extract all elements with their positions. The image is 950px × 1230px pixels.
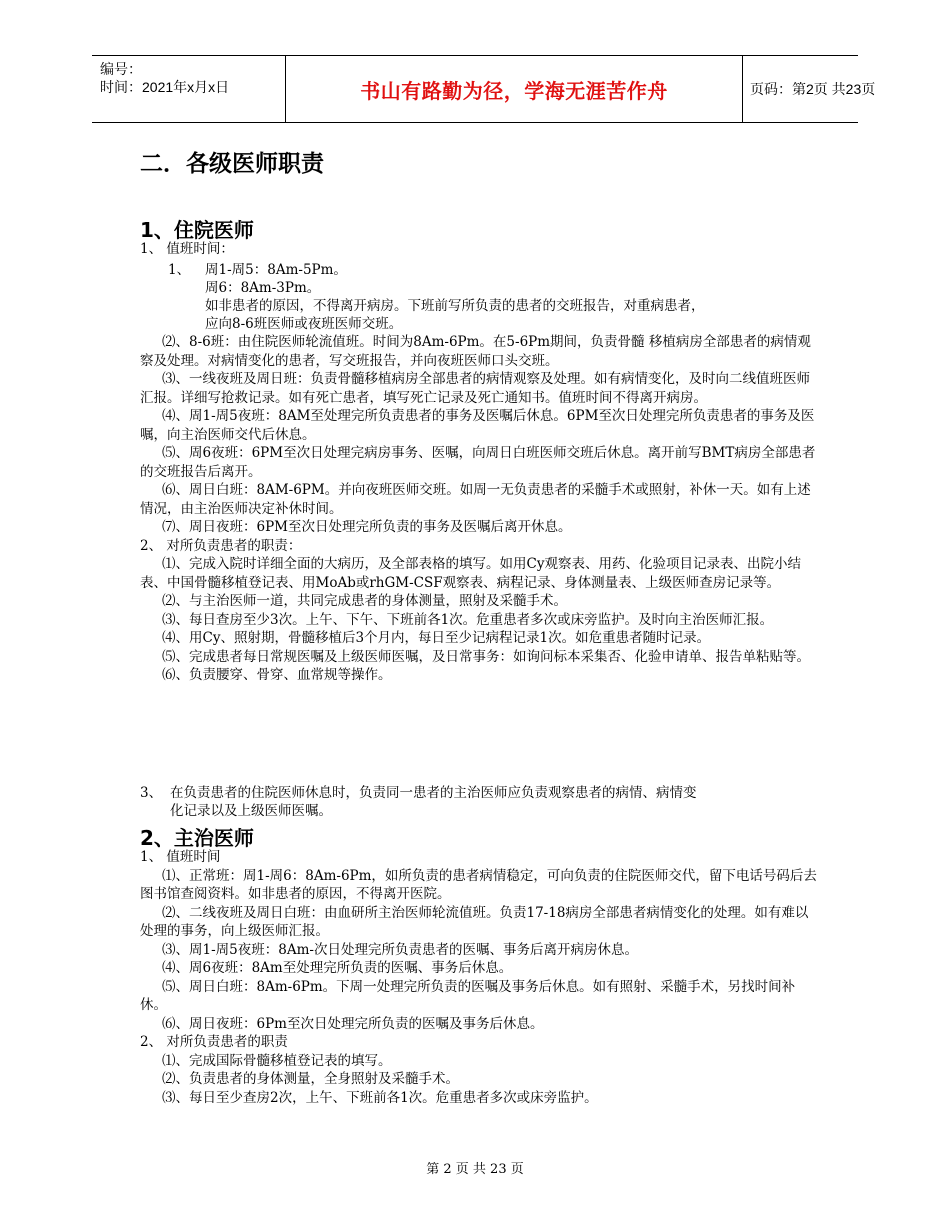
resident-item1-line3: 如非患者的原因，不得离开病房。下班前写所负责的患者的交班报告，对重病患者，: [205, 298, 705, 314]
page-footer: 第 2 页 共 23 页: [426, 1162, 524, 1177]
resident-duty-5: ⑸、完成患者每日常规医嘱及上级医师医嘱，及日常事务：如询问标本采集否、化验申请单、报告单粘贴等。: [162, 648, 810, 665]
header-page-info: 页码：第2页 共23页: [750, 81, 876, 97]
attending-shift-5: ⑸、周日白班：8Am-6Pm。下周一处理完所负责的医嘱及事务后休息。如有照射、采髓手术，另找时间补休。: [140, 978, 796, 1013]
resident-item3-line2: 化记录以及上级医师医嘱。: [170, 803, 332, 819]
resident-duty-2: ⑵、与主治医师一道，共同完成患者的身体测量，照射及采髓手术。: [162, 593, 567, 609]
attending-duty-time-heading: 1、 值班时间: [140, 849, 221, 865]
header-motto-cell: [285, 56, 743, 122]
section-title: 二．各级医师职责: [140, 151, 324, 177]
header-meta-cell: [92, 56, 285, 122]
page-header: [92, 55, 876, 123]
attending-duty-2: ⑵、负责患者的身体测量，全身照射及采髓手术。: [162, 1071, 459, 1087]
attending-heading: 2、主治医师: [140, 826, 254, 850]
resident-paragraph-6: ⑹、周日白班：8AM-6PM。并向夜班医师交班。如周一无负责患者的采髓手术或照射，补休一天。如有上述情况，由主治医师决定补休时间。: [140, 482, 811, 517]
resident-duty-6: ⑹、负责腰穿、骨穿、血常规等操作。: [162, 667, 392, 683]
resident-paragraph-4: ⑷、周1-周5夜班：8AM至处理完所负责患者的事务及医嘱后休息。6PM至次日处理完所负责患者的事务及医嘱，向主治医师交代后休息。: [140, 408, 815, 443]
resident-item3-number: 3、: [140, 785, 163, 801]
attending-duty-1: ⑴、完成国际骨髓移植登记表的填写。: [162, 1052, 392, 1069]
resident-item1-line4: 应向8-6班医师或夜班医师交班。: [205, 316, 403, 332]
resident-item1-line2: 周6：8Am-3Pm。: [205, 280, 321, 296]
header-page-cell: [742, 56, 876, 122]
attending-shift-2: ⑵、二线夜班及周日白班：由血研所主治医师轮流值班。负责17-18病房全部患者病情变化的处理。如有难以处理的事务，向上级医师汇报。: [140, 904, 809, 939]
attending-shift-3: ⑶、周1-周5夜班：8Am-次日处理完所负责患者的医嘱、事务后离开病房休息。: [162, 941, 638, 958]
document-number-label: 编号：: [100, 61, 142, 77]
resident-duty-1: ⑴、完成入院时详细全面的大病历，及全部表格的填写。如用Cy观察表、用药、化验项目记录表、出院小结表、中国骨髓移植登记表、用MoAb或rhGM-CSF观察表、病程记录、身体测量表、上级医师查房记录等。: [140, 556, 801, 591]
resident-duty-3: ⑶、每日查房至少3次。上午、下午、下班前各1次。危重患者多次或床旁监护。及时向主治医师汇报。: [162, 611, 774, 628]
attending-shift-1: ⑴、正常班：周1-周6：8Am-6Pm，如所负责的患者病情稳定，可向负责的住院医师交代，留下电话号码后去图书馆查阅资料。如非患者的原因，不得离开医院。: [140, 867, 817, 902]
resident-paragraph-2: ⑵、8-6班：由住院医师轮流值班。时间为8Am-6Pm。在5-6Pm期间，负责骨髓 移植病房全部患者的病情观察及处理。对病情变化的患者，写交班报告，并向夜班医师口头交班。: [140, 334, 811, 369]
attending-shift-4: ⑷、周6夜班：8Am至处理完所负责的医嘱、事务后休息。: [162, 960, 513, 976]
resident-item1-line1: 周1-周5：8Am-5Pm。: [205, 262, 347, 278]
resident-duty-time-heading: 1、 值班时间：: [140, 241, 234, 257]
resident-duty-4: ⑷、用Cy、照射期，骨髓移植后3个月内，每日至少记病程记录1次。如危重患者随时记录。: [162, 630, 711, 646]
resident-duty-paragraphs: [140, 333, 820, 685]
attending-paragraphs: [140, 848, 820, 1107]
resident-responsibility-heading: 2、 对所负责患者的职责：: [140, 537, 302, 554]
document-time-label: 时间：2021年x月x日: [100, 79, 230, 95]
resident-paragraph-5: ⑸、周6夜班：6PM至次日处理完病房事务、医嘱，向周日白班医师交班后休息。离开前写BMT病房全部患者的交班报告后离开。: [140, 445, 816, 480]
resident-heading: 1、住院医师: [140, 218, 254, 242]
resident-paragraph-3: ⑶、一线夜班及周日班：负责骨髓移植病房全部患者的病情观察及处理。如有病情变化，及时向二线值班医师汇报。详细写抢救记录。如有死亡患者，填写死亡记录及死亡通知书。值班时间不得离开病房。: [140, 371, 810, 406]
attending-duty-3: ⑶、每日至少查房2次，上午、下班前各1次。危重患者多次或床旁监护。: [162, 1089, 598, 1106]
header-motto: 书山有路勤为径，学海无涯苦作舟: [360, 78, 668, 103]
resident-paragraph-7: ⑺、周日夜班：6PM至次日处理完所负责的事务及医嘱后离开休息。: [162, 519, 572, 535]
resident-item1-number: 1、: [168, 262, 191, 278]
attending-responsibility-heading: 2、 对所负责患者的职责: [140, 1034, 288, 1050]
attending-shift-6: ⑹、周日夜班：6Pm至次日处理完所负责的医嘱及事务后休息。: [162, 1015, 544, 1032]
resident-item3-line1: 在负责患者的住院医师休息时，负责同一患者的主治医师应负责观察患者的病情、病情变: [170, 785, 697, 801]
